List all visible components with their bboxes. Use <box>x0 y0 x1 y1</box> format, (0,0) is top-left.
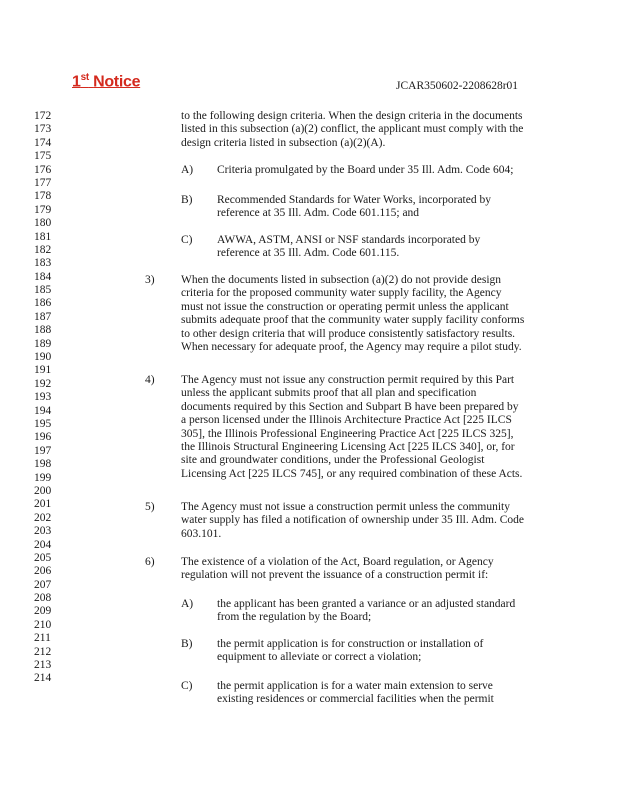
item-marker: C) <box>181 680 193 692</box>
text-line: Criteria promulgated by the Board under 35 Ill. Adm. Code 604; <box>217 163 514 176</box>
line-number: 196 <box>34 431 52 444</box>
line-number: 176 <box>34 163 52 176</box>
line-number: 194 <box>34 404 52 417</box>
text-line: must not issue the construction or operating permit unless the applicant <box>181 300 509 313</box>
line-number: 191 <box>34 364 52 377</box>
text-line: the permit application is for a water main extension to serve <box>217 680 493 692</box>
line-number: 182 <box>34 243 52 256</box>
line-number-column <box>34 110 74 686</box>
item-marker: A) <box>181 163 194 176</box>
paragraph-marker: 3) <box>145 274 155 286</box>
line-number: 175 <box>34 150 52 163</box>
text-line: submits adequate proof that the community water supply facility conforms <box>181 314 525 327</box>
line-number: 209 <box>34 605 52 618</box>
text-line: documents required by this Section and Subpart B have been prepared by <box>181 400 519 413</box>
line-number: 178 <box>34 190 52 203</box>
line-number: 212 <box>34 645 52 658</box>
paragraph-marker: 4) <box>145 374 155 386</box>
line-number: 200 <box>34 484 52 497</box>
line-number: 213 <box>34 659 52 672</box>
line-number: 188 <box>34 324 52 337</box>
paragraph-marker: 6) <box>145 556 155 568</box>
text-line: reference at 35 Ill. Adm. Code 601.115. <box>217 247 400 260</box>
text-line: When the documents listed in subsection (a)(2) do not provide design <box>181 274 502 286</box>
line-number: 210 <box>34 618 52 631</box>
text-line: listed in this subsection (a)(2) conflict, the applicant must comply with the <box>181 123 524 136</box>
item-marker: B) <box>181 638 193 650</box>
line-number: 184 <box>34 270 52 283</box>
line-number: 202 <box>34 511 52 524</box>
line-number: 193 <box>34 391 52 404</box>
line-number: 211 <box>34 632 51 645</box>
text-line: Recommended Standards for Water Works, incorporated by <box>217 194 491 206</box>
line-number: 172 <box>34 110 52 122</box>
text-line: reference at 35 Ill. Adm. Code 601.115; and <box>217 207 420 220</box>
line-number: 197 <box>34 444 52 457</box>
text-line: the applicant has been granted a variance or an adjusted standard <box>217 598 516 610</box>
line-number: 199 <box>34 471 52 484</box>
text-line: 603.101. <box>181 527 222 540</box>
line-number: 214 <box>34 672 52 685</box>
line-number: 177 <box>34 176 52 189</box>
text-line: regulation will not prevent the issuance of a construction permit if: <box>181 569 489 582</box>
paragraph-marker: 5) <box>145 501 155 513</box>
line-number: 174 <box>34 136 52 149</box>
item-marker: C) <box>181 234 193 246</box>
text-line: design criteria listed in subsection (a)(2)(A). <box>181 136 386 149</box>
document-id: JCAR350602-2208628r01 <box>396 80 519 92</box>
line-number: 190 <box>34 351 52 364</box>
text-line: The existence of a violation of the Act, Board regulation, or Agency <box>181 556 494 568</box>
line-number: 208 <box>34 592 52 605</box>
text-line: 305], the Illinois Professional Engineering Practice Act [225 ILCS 325], <box>181 427 514 440</box>
text-line: AWWA, ASTM, ANSI or NSF standards incorporated by <box>217 234 481 246</box>
line-number: 207 <box>34 578 52 591</box>
line-number: 198 <box>34 458 52 471</box>
text-line: existing residences or commercial facilities when the permit <box>217 693 494 706</box>
line-number: 205 <box>34 551 52 564</box>
line-number: 186 <box>34 297 52 310</box>
text-line: The Agency must not issue any construction permit required by this Part <box>181 374 515 386</box>
text-line: to the following design criteria. When the design criteria in the documents <box>181 110 523 122</box>
text-line: site and groundwater conditions, under the Professional Geologist <box>181 454 485 467</box>
item-marker: B) <box>181 194 193 206</box>
text-line: to other design criteria that will produce consistently satisfactory results. <box>181 327 516 340</box>
text-line: a person licensed under the Illinois Architecture Practice Act [225 ILCS <box>181 414 512 427</box>
line-number: 206 <box>34 565 52 578</box>
text-line: unless the applicant submits proof that all plan and specification <box>181 387 477 400</box>
text-line: the permit application is for construction or installation of <box>217 638 484 650</box>
text-line: the Illinois Structural Engineering Licensing Act [225 ILCS 340], or, for <box>181 441 515 453</box>
line-number: 180 <box>34 217 52 230</box>
text-line: The Agency must not issue a construction permit unless the community <box>181 501 510 513</box>
item-marker: A) <box>181 598 194 610</box>
line-number: 192 <box>34 377 52 390</box>
text-line: criteria for the proposed community water supply facility, the Agency <box>181 287 502 300</box>
line-number: 179 <box>34 203 52 216</box>
line-number: 189 <box>34 337 52 350</box>
line-number: 173 <box>34 123 52 136</box>
line-number: 183 <box>34 257 52 270</box>
notice-heading: 1st Notice <box>72 72 141 91</box>
line-number: 195 <box>34 417 52 430</box>
line-number: 187 <box>34 310 52 323</box>
text-line: When necessary for adequate proof, the Agency may require a pilot study. <box>181 341 522 353</box>
line-number: 185 <box>34 284 52 297</box>
text-line: from the regulation by the Board; <box>217 611 372 624</box>
line-number: 201 <box>34 498 52 511</box>
line-number: 181 <box>34 230 52 243</box>
text-line: Licensing Act [225 ILCS 745], or any required combination of these Acts. <box>181 467 523 480</box>
line-number: 203 <box>34 525 52 538</box>
text-line: water supply has filed a notification of ownership under 35 Ill. Adm. Code <box>181 514 525 527</box>
line-number: 204 <box>34 538 52 551</box>
text-line: equipment to alleviate or correct a violation; <box>217 651 422 664</box>
